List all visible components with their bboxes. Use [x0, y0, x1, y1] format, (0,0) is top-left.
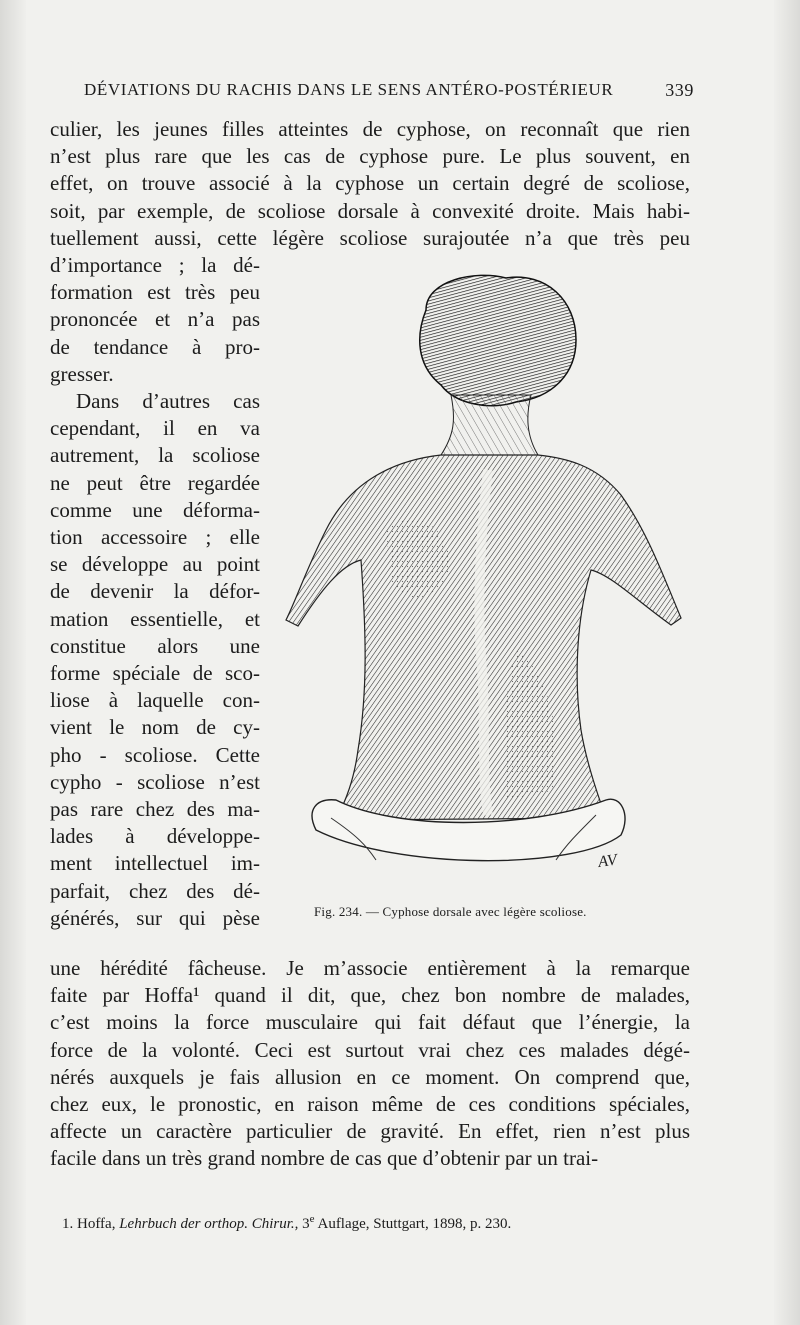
text-line: prononcée et n’a pas — [50, 307, 260, 332]
text-line: soit, par exemple, de scoliose dorsale à convexité droite. Mais habi- — [50, 198, 690, 223]
text-line: vient le nom de cy- — [50, 715, 260, 740]
text-line: parfait, chez des dé- — [50, 878, 260, 903]
text-line: force de la volonté. Ceci est surtout vrai chez ces malades dégé- — [50, 1037, 690, 1062]
text-line: effet, on trouve associé à la cyphose un certain degré de scoliose, — [50, 171, 690, 196]
text-line: tuellement aussi, cette légère scoliose surajoutée n’a que très peu — [50, 225, 690, 250]
text-line: affecte un caractère particulier de gravité. En effet, rien n’est plus — [50, 1119, 690, 1144]
text-line: comme une déforma- — [50, 497, 260, 522]
figure-engraving — [276, 270, 686, 895]
text-line: Dans d’autres cas — [76, 389, 260, 413]
text-line: ne peut être regardée — [50, 470, 260, 495]
footnote-number: 1. — [62, 1216, 74, 1232]
text-line: d’importance ; la dé- — [50, 253, 260, 277]
text-line: nérés auxquels je fais allusion en ce moment. On comprend que, — [50, 1064, 690, 1089]
running-header — [84, 76, 694, 106]
text-line: forme spéciale de sco- — [50, 661, 260, 685]
text-line: de tendance à pro- — [50, 334, 260, 359]
text-line: pas rare chez des ma- — [50, 797, 260, 821]
text-line: constitue alors une — [50, 633, 260, 658]
text-line: culier, les jeunes filles atteintes de cyphose, on reconnaît que rien — [50, 117, 690, 141]
text-line: cypho - scoliose n’est — [50, 769, 260, 794]
text-line: cependant, il en va — [50, 416, 260, 441]
hair-shape — [420, 275, 576, 405]
footnote-edition-sup: e — [309, 1213, 315, 1225]
page-number: 339 — [665, 80, 694, 100]
woman-back-illustration — [276, 270, 686, 895]
figure-caption: Fig. 234. — Cyphose dorsale avec légère scoliose. — [314, 904, 587, 919]
text-line: générés, sur qui pèse — [50, 905, 260, 930]
footnote-edition: 3 — [302, 1216, 310, 1232]
text-line: une hérédité fâcheuse. Je m’associe entièrement à la remarque — [50, 956, 690, 980]
footnote-title: Lehrbuch der orthop. Chirur., — [119, 1216, 299, 1232]
running-title: DÉVIATIONS DU RACHIS DANS LE SENS ANTÉRO-POSTÉRIEUR — [84, 80, 614, 99]
text-line: formation est très peu — [50, 280, 260, 305]
text-line: facile dans un très grand nombre de cas que d’obtenir par un trai- — [50, 1146, 599, 1171]
text-line: faite par Hoffa¹ quand il dit, que, chez bon nombre de malades, — [50, 983, 690, 1008]
footnote-author: Hoffa, — [77, 1216, 116, 1232]
text-line: gresser. — [50, 361, 114, 386]
page-right-edge-shadow — [774, 0, 800, 1325]
footnote — [62, 1213, 662, 1233]
text-line: mation essentielle, et — [50, 606, 260, 631]
artist-signature: AV — [597, 851, 619, 872]
footnote-rest: Auflage, Stuttgart, 1898, p. 230. — [317, 1216, 512, 1232]
text-line: n’est plus rare que les cas de cyphose pure. Le plus souvent, en — [50, 144, 690, 169]
page-left-edge-shadow — [0, 0, 26, 1325]
text-line: chez eux, le pronostic, en raison même de ces conditions spéciales, — [50, 1092, 690, 1116]
text-line: c’est moins la force musculaire qui fait défaut que l’énergie, la — [50, 1010, 690, 1035]
text-line: ment intellectuel im- — [50, 851, 260, 876]
neck-shape — [441, 395, 538, 455]
text-line: pho - scoliose. Cette — [50, 742, 260, 767]
text-line: tion accessoire ; elle — [50, 525, 260, 549]
text-line: lades à développe- — [50, 824, 260, 849]
text-line: se développe au point — [50, 552, 260, 577]
text-line: liose à laquelle con- — [50, 688, 260, 713]
text-line: autrement, la scoliose — [50, 443, 260, 468]
text-line: de devenir la défor- — [50, 579, 260, 604]
